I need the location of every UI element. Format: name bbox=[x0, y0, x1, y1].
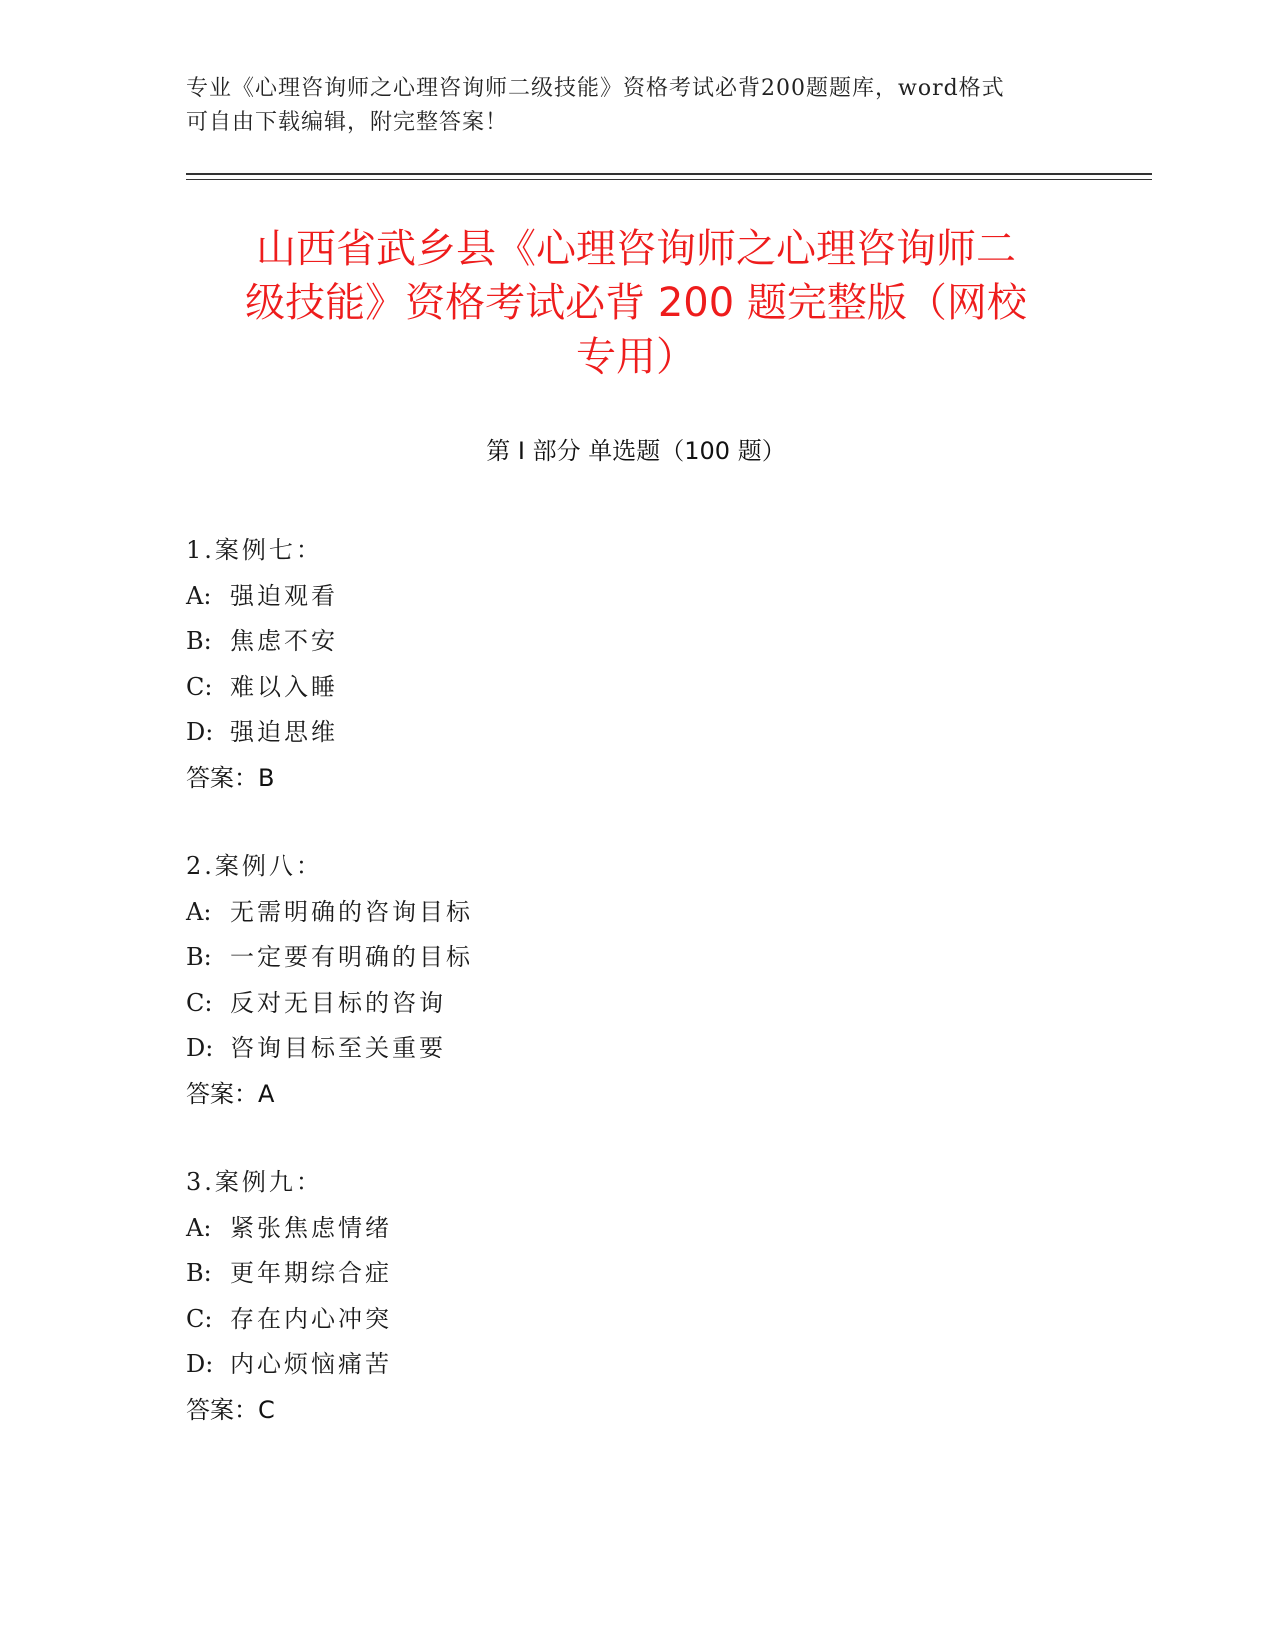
option-text: 难以入睡 bbox=[230, 672, 338, 701]
option-a bbox=[186, 890, 1086, 936]
document-title-line-3: 专用） bbox=[576, 334, 696, 380]
question-item bbox=[186, 528, 1086, 801]
header-divider-thick bbox=[186, 173, 1152, 175]
answer-line: 答案：B bbox=[186, 763, 275, 792]
option-key: D: bbox=[186, 718, 214, 746]
option-d bbox=[186, 1342, 1086, 1388]
option-text: 强迫思维 bbox=[230, 718, 338, 746]
option-text: 存在内心冲突 bbox=[230, 1304, 392, 1333]
document-title-line-2: 级技能》资格考试必背 200 题完整版（网校 bbox=[245, 280, 1027, 326]
question-item bbox=[186, 844, 1086, 1117]
option-text: 咨询目标至关重要 bbox=[230, 1034, 446, 1062]
option-text: 一定要有明确的目标 bbox=[230, 943, 473, 971]
option-text: 焦虑不安 bbox=[230, 627, 338, 655]
option-key: A: bbox=[186, 897, 212, 926]
option-a bbox=[186, 1206, 1086, 1252]
option-text: 无需明确的咨询目标 bbox=[230, 897, 473, 926]
question-item bbox=[186, 1160, 1086, 1433]
option-key: A: bbox=[186, 581, 212, 610]
answer-line: 答案：C bbox=[186, 1395, 275, 1424]
option-text: 反对无目标的咨询 bbox=[230, 988, 446, 1017]
option-key: B: bbox=[186, 1259, 212, 1287]
option-key: B: bbox=[186, 627, 212, 655]
question-stem: 2.案例八： bbox=[186, 852, 323, 880]
header-note-line-1: 专业《心理咨询师之心理咨询师二级技能》资格考试必背200题题库，word格式 bbox=[186, 76, 1005, 101]
option-key: B: bbox=[186, 943, 212, 971]
option-b bbox=[186, 935, 1086, 981]
option-text: 强迫观看 bbox=[230, 581, 338, 610]
option-key: C: bbox=[186, 988, 213, 1017]
option-key: D: bbox=[186, 1034, 214, 1062]
option-text: 内心烦恼痛苦 bbox=[230, 1350, 392, 1378]
option-key: D: bbox=[186, 1350, 214, 1378]
section-title: 第 I 部分 单选题（100 题） bbox=[486, 437, 786, 465]
document-header-note bbox=[186, 72, 1066, 140]
question-list bbox=[186, 528, 1086, 1476]
answer-line: 答案：A bbox=[186, 1079, 275, 1108]
option-text: 紧张焦虑情绪 bbox=[230, 1213, 392, 1242]
option-a bbox=[186, 574, 1086, 620]
option-c bbox=[186, 981, 1086, 1027]
option-b bbox=[186, 1251, 1086, 1297]
document-title bbox=[186, 222, 1086, 384]
option-key: A: bbox=[186, 1213, 212, 1242]
option-d bbox=[186, 710, 1086, 756]
option-key: C: bbox=[186, 672, 213, 701]
document-title-line-1: 山西省武乡县《心理咨询师之心理咨询师二 bbox=[256, 226, 1016, 272]
header-divider-thin bbox=[186, 179, 1152, 180]
option-d bbox=[186, 1026, 1086, 1072]
header-note-line-2: 可自由下载编辑，附完整答案！ bbox=[186, 110, 509, 135]
option-b bbox=[186, 619, 1086, 665]
option-key: C: bbox=[186, 1304, 213, 1333]
question-stem: 1.案例七： bbox=[186, 536, 323, 564]
question-stem: 3.案例九： bbox=[186, 1168, 323, 1196]
option-c bbox=[186, 665, 1086, 711]
option-c bbox=[186, 1297, 1086, 1343]
option-text: 更年期综合症 bbox=[230, 1259, 392, 1287]
